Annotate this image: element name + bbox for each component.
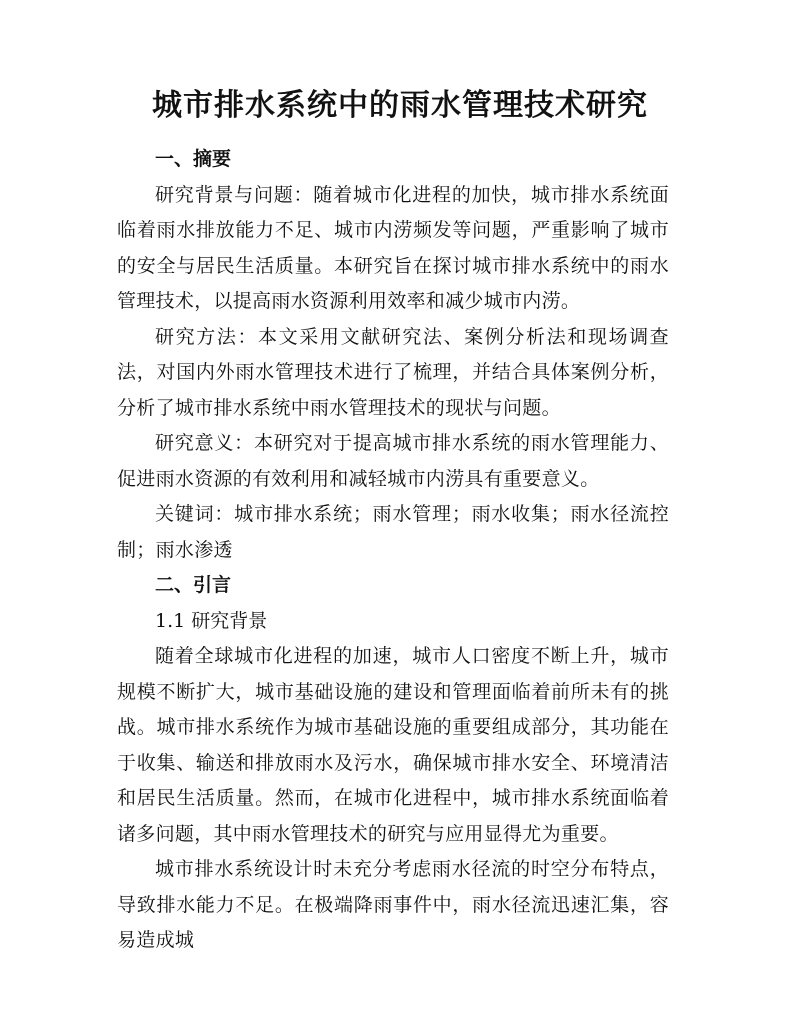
keywords-paragraph: 关键词：城市排水系统；雨水管理；雨水收集；雨水径流控制；雨水渗透 [117,503,669,561]
abstract-method-paragraph: 研究方法：本文采用文献研究法、案例分析法和现场调查法，对国内外雨水管理技术进行了梳理，并结合具体案例分析，分析了城市排水系统中雨水管理技术的现状与问题。 [117,325,669,419]
abstract-significance-paragraph: 研究意义：本研究对于提高城市排水系统的雨水管理能力、促进雨水资源的有效利用和减轻城市内涝具有重要意义。 [117,432,669,490]
introduction-heading: 二、引言 [155,574,232,596]
abstract-heading: 一、摘要 [155,148,232,170]
abstract-background-paragraph: 研究背景与问题：随着城市化进程的加快，城市排水系统面临着雨水排放能力不足、城市内涝频发等问题，严重影响了城市的安全与居民生活质量。本研究旨在探讨城市排水系统中的雨水管理技术，以提高雨水资源利用效率和减少城市内涝。 [117,183,669,312]
document-body [117,142,669,959]
document-title: 城市排水系统中的雨水管理技术研究 [152,88,648,123]
introduction-paragraph-1: 随着全球城市化进程的加速，城市人口密度不断上升，城市规模不断扩大，城市基础设施的建设和管理面临着前所未有的挑战。城市排水系统作为城市基础设施的重要组成部分，其功能在于收集、输送和排放雨水及污水，确保城市排水安全、环境清洁和居民生活质量。然而，在城市化进程中，城市排水系统面临着诸多问题，其中雨水管理技术的研究与应用显得尤为重要。 [117,645,669,845]
research-background-subheading: 1.1 研究背景 [155,609,268,632]
introduction-paragraph-2: 城市排水系统设计时未充分考虑雨水径流的时空分布特点，导致排水能力不足。在极端降雨事件中，雨水径流迅速汇集，容易造成城 [117,858,669,951]
